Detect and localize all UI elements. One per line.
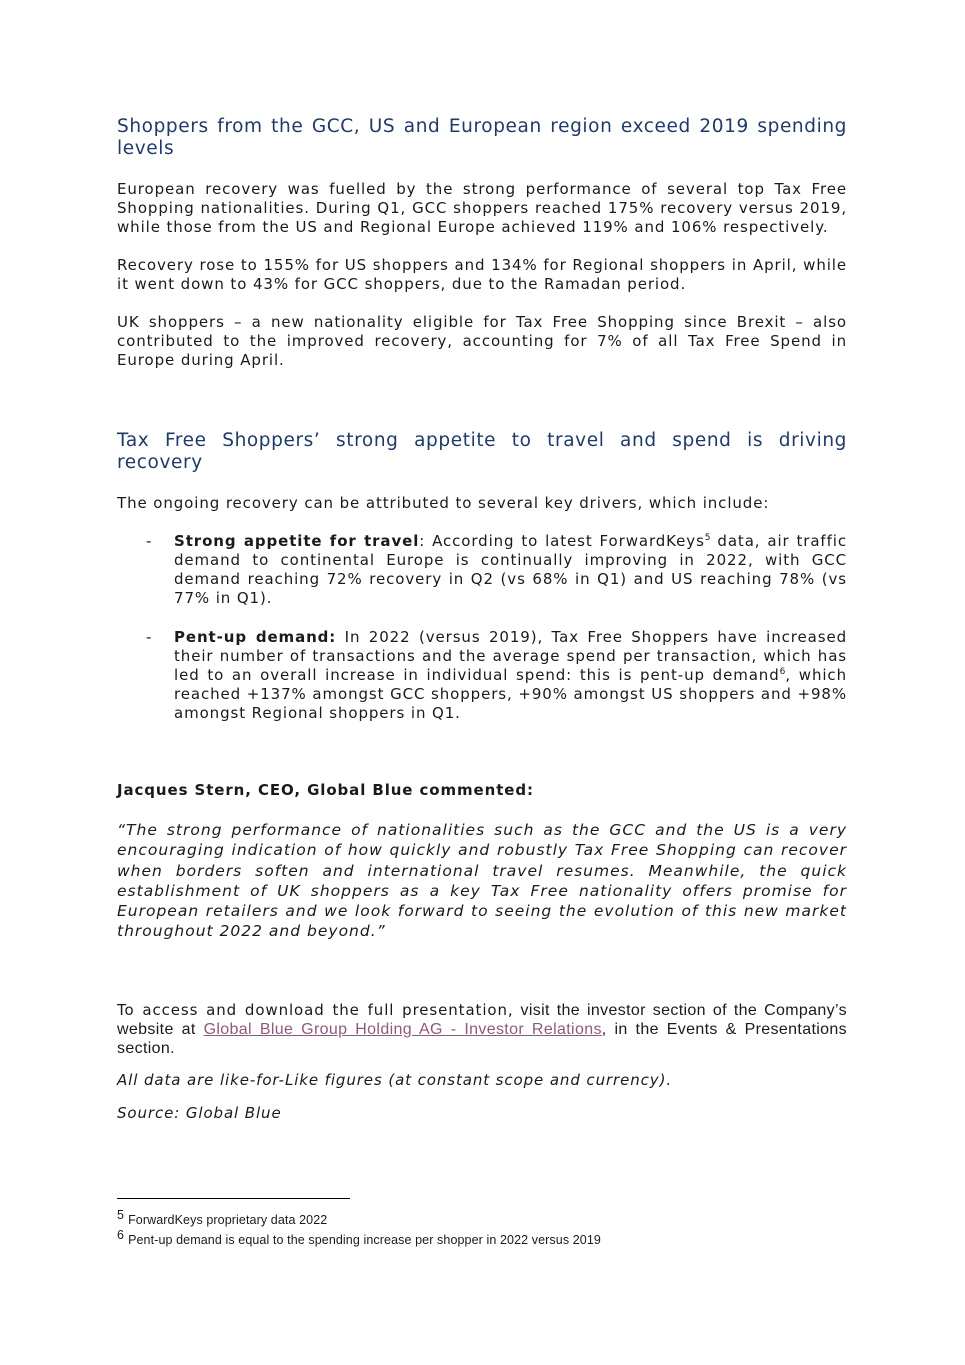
bullet-text: In 2022 (versus 2019), Tax Free Shoppers have increased their number of transactions and the average spend per transaction, which has led to an overall increase in individual spend: this is pent-up demand [174,628,847,684]
list-item [117,628,847,723]
ceo-attribution: Jacques Stern, CEO, Global Blue commented: [117,781,534,799]
footnote-divider [117,1198,350,1199]
document-body [117,116,847,1123]
source-note: Source: Global Blue [117,1103,282,1122]
bullet-dash: - [146,532,153,550]
investor-relations-link[interactable]: Global Blue Group Holding AG - Investor Relations [203,1020,602,1038]
footnote-6 [117,1228,601,1248]
ceo-quote: “The strong performance of nationalities such as the GCC and the US is a very encouraging indication of how quickly and robustly Tax Free Shopping can recover when borders soften and international travel resumes. Meanwhile, the quick establishment of UK shoppers as a key Tax Free nationality offers promise for European retailers and we look forward to seeing the evolution of this new market throughout 2022 and beyond.” [117,821,847,941]
access-text: , in the Events & Presentations section. [117,1020,847,1057]
bullet-text: , which reached +137% amongst GCC shoppers, +90% amongst US shoppers and +98% amongst Regional shoppers in Q1. [174,666,847,722]
data-note: All data are like-for-Like figures (at constant scope and currency). [117,1070,672,1089]
access-presentation-text [117,1001,847,1058]
footnote-number: 5 [117,1208,125,1222]
paragraph-european-recovery: European recovery was fuelled by the strong performance of several top Tax Free Shopping nationalities. During Q1, GCC shoppers reached 175% recovery versus 2019, while those from the US and Regional Europe achieved 119% and 106% respectively. [117,180,847,236]
footnote-ref: 6 [779,667,786,677]
footnote-number: 6 [117,1228,125,1242]
footnote-ref: 5 [704,533,711,543]
bullet-dash: - [146,628,153,646]
footnote-text: ForwardKeys proprietary data 2022 [128,1213,328,1227]
paragraph-uk-shoppers: UK shoppers – a new nationality eligible for Tax Free Shopping since Brexit – also contributed to the improved recovery, accounting for 7% of all Tax Free Spend in Europe during April. [117,313,847,369]
bullet-title: Pent-up demand: [174,628,337,646]
paragraph-april-recovery: Recovery rose to 155% for US shoppers and 134% for Regional shoppers in April, while it went down to 43% for GCC shoppers, due to the Ramadan period. [117,256,847,293]
access-lead: To access and download the full presentation, [117,1000,514,1019]
bullet-text: data, air traffic demand to continental Europe is continually improving in 2022, with GCC demand reaching 72% recovery in Q2 (vs 68% in Q1) and US reaching 78% (vs 77% in Q1). [174,532,847,607]
drivers-list [117,532,847,723]
bullet-title: Strong appetite for travel [174,532,420,550]
section-heading-spending-levels: Shoppers from the GCC, US and European region exceed 2019 spending levels [117,116,847,159]
list-item [117,532,847,608]
section-heading-appetite-to-travel: Tax Free Shoppers’ strong appetite to travel and spend is driving recovery [117,430,847,473]
access-text: visit the investor section of the Company’s website at [117,1001,847,1038]
bullet-text: : According to latest ForwardKeys [419,532,705,550]
footnote-text: Pent-up demand is equal to the spending increase per shopper in 2022 versus 2019 [128,1233,601,1247]
paragraph-drivers-intro: The ongoing recovery can be attributed to several key drivers, which include: [117,494,770,512]
footnote-5 [117,1208,328,1228]
